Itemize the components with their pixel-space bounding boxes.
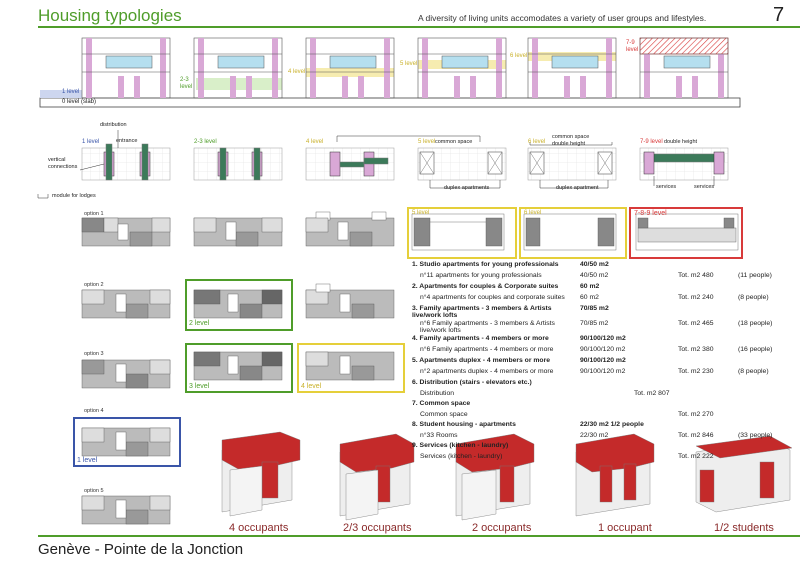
level-bar-2-3 [196, 78, 282, 90]
caption-1-occupant: 1 occupant [598, 522, 652, 534]
section-label-1-level: 1 level [62, 89, 80, 95]
plan-strip-2 [194, 148, 282, 180]
option-1-label: option 1 [84, 211, 104, 217]
legend-title: 1. Studio apartments for young professionals [412, 261, 559, 268]
box-label-7-8-9-level: 7-8-9 level [634, 210, 667, 217]
option-1-plan [82, 218, 170, 246]
caption-2-occupants: 2 occupants [472, 522, 532, 534]
plan-label-4-level: 4 level [306, 139, 324, 145]
legend-item-4 [412, 335, 797, 357]
option-5-plan [82, 496, 170, 524]
legend-detail: n°6 Family apartments - 3 members & Artists live/work lofts [420, 320, 555, 334]
annotation-duplex-apartments: duplex apartments [444, 185, 490, 191]
legend-people: (18 people) [738, 320, 773, 327]
legend-total: Tot. m2 380 [678, 346, 714, 353]
legend-total: Tot. m2 270 [678, 411, 714, 418]
level-6-plan [524, 214, 616, 250]
legend-detail: Services (kitchen - laundry) [420, 453, 503, 460]
annotation-distribution: distribution [100, 122, 127, 128]
option-1-level-2 [194, 218, 282, 246]
legend-area: 70/85 m2 [580, 305, 609, 312]
massing-2-3-occupants [340, 434, 414, 520]
plan-label-5-level: 5 level [418, 139, 436, 145]
legend [412, 261, 797, 462]
annotation-common-space: common space [435, 139, 473, 145]
section-label-6-level: 6 level [510, 53, 528, 59]
legend-detail-area: 22/30 m2 [580, 432, 609, 439]
annotation-services-right: services [694, 184, 715, 190]
legend-title: 6. Distribution (stairs - elevators etc.) [412, 379, 532, 386]
page-title: Housing typologies [38, 6, 182, 25]
section-label-7-9-level: 7-9 level [626, 40, 639, 53]
legend-title: 8. Student housing - apartments [412, 421, 516, 428]
legend-total: Tot. m2 465 [678, 320, 714, 327]
plan-strip-1 [82, 148, 170, 180]
massing-4-occupants [222, 432, 300, 516]
option-5-label: option 5 [84, 488, 104, 494]
legend-area: 90/100/120 m2 [580, 335, 626, 342]
legend-total: Tot. m2 240 [678, 294, 714, 301]
legend-total: Tot. m2 480 [678, 272, 714, 279]
option-3-label: option 3 [84, 351, 104, 357]
legend-area: 90/100/120 m2 [580, 357, 626, 364]
caption-2-3-occupants: 2/3 occupants [343, 522, 412, 534]
page-number: 7 [773, 4, 785, 26]
legend-people: (16 people) [738, 346, 773, 353]
legend-detail: n°6 Family apartments - 4 members or more [420, 346, 554, 353]
caption-1-2-students: 1/2 students [714, 522, 774, 534]
legend-item-1 [412, 261, 797, 283]
plan-row [38, 130, 728, 198]
legend-people: (11 people) [738, 272, 772, 279]
plan-label-6-level: 6 level [528, 139, 546, 145]
legend-people: (8 people) [738, 294, 769, 301]
legend-detail-area: 60 m2 [580, 294, 599, 301]
box-label-1-level: 1 level [77, 457, 98, 464]
slab-bar [40, 98, 740, 107]
legend-detail-area: 90/100/120 m2 [580, 368, 626, 375]
footer-divider [38, 535, 800, 537]
legend-people: (33 people) [738, 432, 773, 439]
legend-detail: n°11 apartments for young professionals [420, 272, 542, 279]
box-label-4-level: 4 level [301, 383, 322, 390]
annotation-vertical-connections: vertical connections [48, 157, 78, 170]
legend-detail: n°2 apartments duplex - 4 members or more [420, 368, 554, 375]
legend-detail: Distribution [420, 390, 454, 397]
legend-detail: n°33 Rooms [420, 432, 458, 439]
legend-detail: Common space [420, 411, 468, 418]
legend-total: Tot. m2 222 [678, 453, 714, 460]
option-2-plan [82, 290, 170, 318]
option-1-level-4 [306, 212, 394, 246]
legend-item-6 [412, 379, 797, 400]
legend-item-2 [412, 283, 797, 305]
level-7-9-plan [636, 214, 738, 250]
legend-item-3 [412, 305, 797, 335]
box-label-6-level: 6 level [524, 210, 542, 216]
footer-location: Genève - Pointe de la Jonction [38, 541, 244, 558]
box-label-5-level: 5 level [412, 210, 430, 216]
legend-total: Tot. m2 846 [678, 432, 714, 439]
plan-label-7-9-level: 7-9 level [640, 139, 663, 145]
section-label-4-level: 4 level [288, 69, 306, 75]
legend-detail-area: 90/100/120 m2 [580, 346, 626, 353]
level-5-plan [412, 214, 504, 250]
section-label-5-level: 5 level [400, 61, 418, 67]
level-bar-4 [306, 68, 394, 77]
legend-detail-area: 40/50 m2 [580, 272, 609, 279]
annotation-entrance: entrance [116, 138, 138, 144]
legend-total: Tot. m2 807 [634, 390, 670, 397]
section-block-6 [640, 38, 728, 98]
legend-title: 5. Apartments duplex - 4 members or more [412, 357, 550, 364]
option-3-level-3 [194, 352, 282, 380]
option-2-level-4 [306, 284, 394, 318]
legend-area: 60 m2 [580, 283, 600, 290]
legend-title: 7. Common space [412, 400, 471, 407]
legend-area: 40/50 m2 [580, 261, 609, 268]
box-label-3-level: 3 level [189, 383, 210, 390]
legend-item-7 [412, 400, 797, 421]
annotation-services-left: services [656, 184, 677, 190]
annotation-module-for-lodges: module for lodges [52, 193, 96, 199]
legend-title: 3. Family apartments - 3 members & Artists live/work lofts [412, 305, 552, 319]
plan-label-2-3-level: 2-3 level [194, 139, 217, 145]
slab-label: 0 level (slab) [62, 99, 97, 105]
annotation-double-height: double height [664, 139, 698, 145]
option-3-plan [82, 360, 170, 388]
option-4-plan [82, 428, 170, 456]
section-block-1 [82, 38, 170, 98]
option-2-level-2 [194, 290, 282, 318]
legend-title: 9. Services (kitchen - laundry) [412, 442, 509, 449]
legend-people: (8 people) [738, 368, 769, 375]
box-label-2-level: 2 level [189, 320, 210, 327]
page-subtitle: A diversity of living units accomodates a variety of user groups and lifestyles. [418, 13, 707, 23]
option-2-label: option 2 [84, 282, 104, 288]
legend-title: 4. Family apartments - 4 members or more [412, 335, 549, 342]
annotation-common-space-double-height: common space double height [552, 134, 590, 147]
legend-detail-area: 70/85 m2 [580, 320, 609, 327]
legend-area: 22/30 m2 1/2 people [580, 421, 644, 428]
legend-item-5 [412, 357, 797, 379]
legend-item-9 [412, 442, 797, 462]
legend-total: Tot. m2 230 [678, 368, 714, 375]
option-3-level-4 [306, 352, 394, 380]
legend-detail: n°4 apartments for couples and corporate suites [420, 294, 565, 301]
caption-4-occupants: 4 occupants [229, 522, 289, 534]
legend-item-8 [412, 421, 797, 442]
section-block-5 [528, 38, 616, 98]
section-label-2-3-level: 2-3 level [180, 77, 193, 90]
option-4-label: option 4 [84, 408, 104, 414]
legend-title: 2. Apartments for couples & Corporate suites [412, 283, 559, 290]
annotation-duplex-apartment: duplex apartment [556, 185, 599, 191]
plan-label-1-level: 1 level [82, 139, 100, 145]
